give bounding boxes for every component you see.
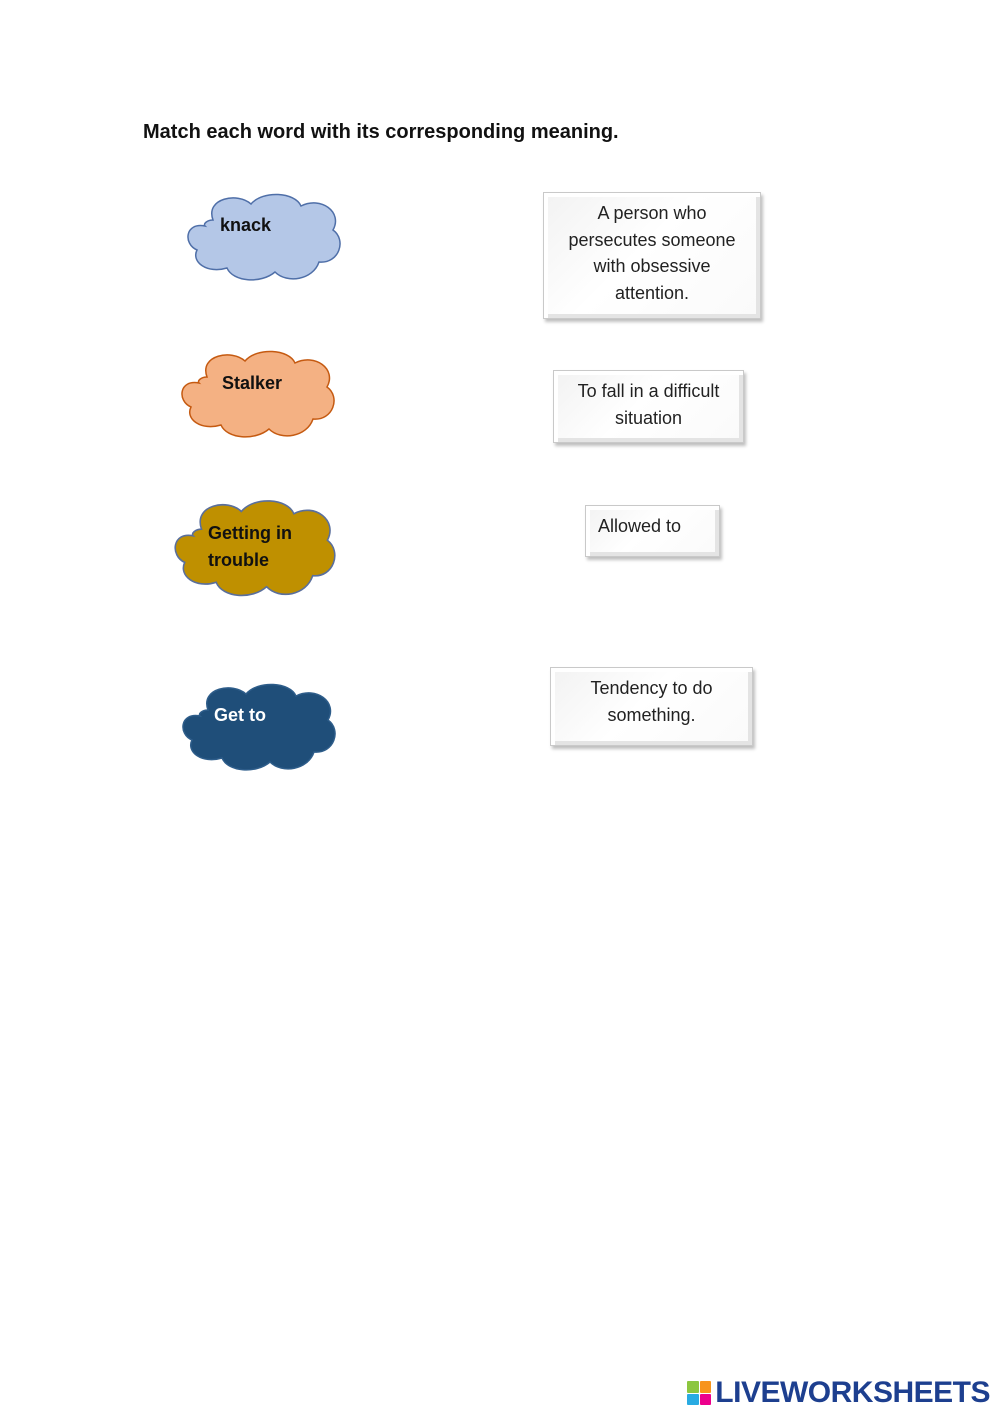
meaning-text: To fall in a difficult situation: [577, 381, 720, 428]
logo-cell: [700, 1394, 712, 1406]
word-label: Stalker: [222, 373, 283, 393]
word-label: knack: [220, 215, 272, 235]
meaning-text: Allowed to: [598, 516, 682, 536]
word-cloud-knack[interactable]: [183, 190, 345, 284]
word-cloud-getting-in-trouble[interactable]: [170, 496, 340, 600]
meaning-box-allowed-to[interactable]: [585, 505, 720, 557]
meaning-box-person-who-persecutes[interactable]: [543, 192, 761, 319]
word-cloud-stalker[interactable]: [177, 347, 339, 439]
logo-cell: [687, 1381, 699, 1393]
word-cloud-get-to[interactable]: [178, 680, 340, 774]
word-label: Get to: [214, 705, 266, 725]
logo-cell: [687, 1394, 699, 1406]
liveworksheets-logo: [687, 1376, 990, 1410]
brand-name: LIVEWORKSHEETS: [715, 1376, 990, 1409]
instruction-title: Match each word with its corresponding meaning.: [143, 121, 619, 143]
meaning-box-tendency-to-do[interactable]: [550, 667, 753, 746]
meaning-text: A person who persecutes someone with obsessive attention.: [568, 203, 736, 303]
word-label: Getting in trouble: [208, 523, 292, 570]
logo-cell: [700, 1381, 712, 1393]
logo-icon: [687, 1381, 711, 1405]
meaning-text: Tendency to do something.: [590, 678, 713, 725]
meaning-box-fall-in-difficult-situation[interactable]: [553, 370, 744, 443]
